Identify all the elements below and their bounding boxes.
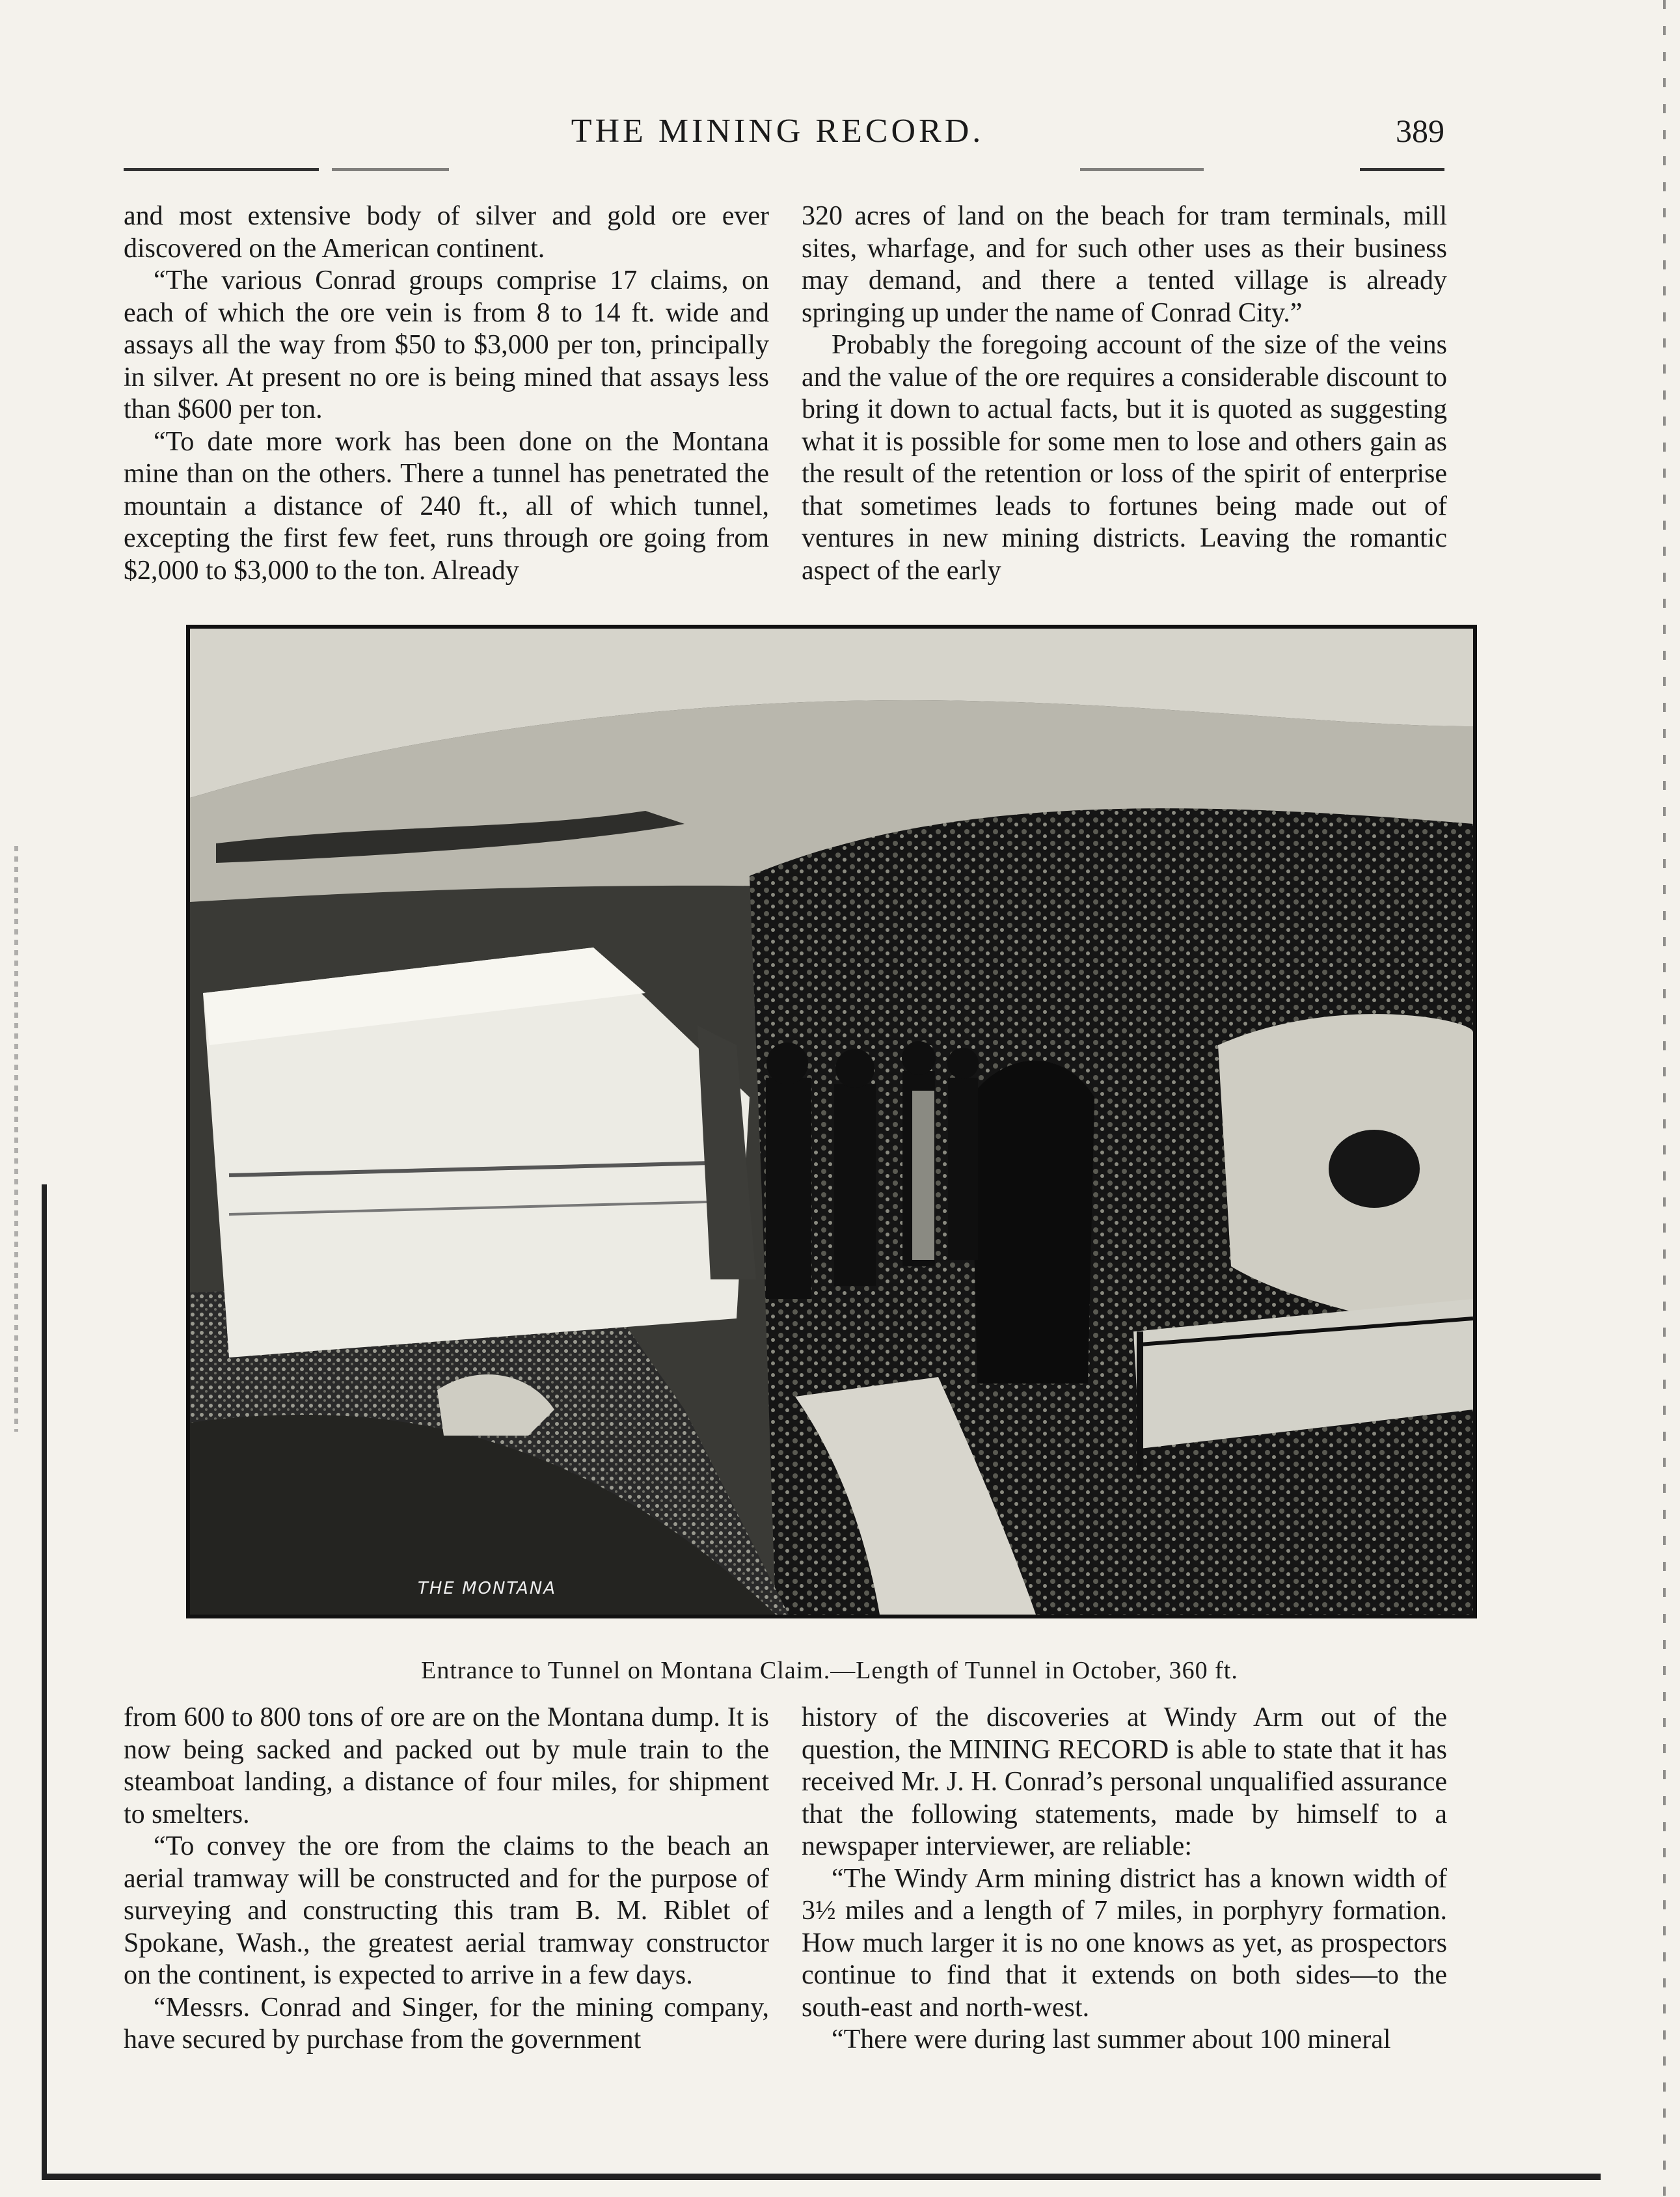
- page-header: [111, 112, 1444, 164]
- column-bottom-left: [124, 1702, 769, 2056]
- header-rule-left-fragment: [332, 168, 449, 171]
- page-border-bottom: [46, 2174, 1601, 2180]
- running-title: THE MINING RECORD.: [571, 113, 984, 150]
- paragraph: 320 acres of land on the beach for tram terminals, mill sites, wharfage, and for such other uses as their business may demand, and there a tented village is already springing up under the name of Conrad City.”: [802, 201, 1447, 328]
- paragraph: and most extensive body of silver and gold ore ever discovered on the American continent.: [124, 201, 769, 264]
- photo-inscription: THE MONTANA: [418, 1579, 556, 1598]
- paragraph: from 600 to 800 tons of ore are on the Montana dump. It is now being sacked and packed out by mule train to the steamboat landing, a distance of four miles, for shipment to smelters.: [124, 1702, 769, 1829]
- column-top-left: [124, 200, 769, 587]
- scan-edge-left: [14, 846, 18, 1432]
- photo-halftone: [190, 629, 1473, 1615]
- tunnel-entrance-photo: [186, 625, 1477, 1618]
- paragraph: “Messrs. Conrad and Singer, for the mining company, have secured by purchase from the government: [124, 1992, 769, 2054]
- paragraph: “The Windy Arm mining district has a known width of 3½ miles and a length of 7 miles, in porphyry formation. How much larger it is no one knows as yet, as prospectors continue to find that it extends on both sides—to the south-east and north-west.: [802, 1863, 1447, 2023]
- column-bottom-right: [802, 1702, 1447, 2056]
- paragraph: “To convey the ore from the claims to the beach an aerial tramway will be constructed and for the purpose of surveying and constructing this tram B. M. Riblet of Spokane, Wash., the greatest aerial tramway constructor on the continent, is expected to arrive in a few days.: [124, 1831, 769, 1990]
- paragraph: “To date more work has been done on the Montana mine than on the others. There a tunnel has penetrated the mountain a distance of 240 ft., all of which tunnel, excepting the first few feet, runs through ore going from $2,000 to $3,000 to the ton. Already: [124, 426, 769, 586]
- paragraph: Probably the foregoing account of the size of the veins and the value of the ore requires a considerable discount to bring it down to actual facts, but it is quoted as suggesting what it is possible for some men to lose and others gain as the result of the retention or loss of the spirit of enterprise that sometimes leads to fortunes being made out of ventures in new mining districts. Leaving the romantic aspect of the early: [802, 330, 1447, 586]
- photo-caption: Entrance to Tunnel on Montana Claim.—Length of Tunnel in October, 360 ft.: [421, 1657, 1238, 1684]
- paragraph: “There were during last summer about 100 mineral: [832, 2025, 1391, 2054]
- page-number: 389: [1396, 113, 1444, 149]
- paragraph: history of the discoveries at Windy Arm out of the question, the MINING RECORD is able to state that it has received Mr. J. H. Conrad’s personal unqualified assurance that the following statements, made by himself to a newspaper interviewer, are reliable:: [802, 1702, 1447, 1861]
- header-rule-right-fragment: [1080, 168, 1204, 171]
- page-border-left: [42, 1184, 47, 2180]
- scan-edge-right: [1663, 0, 1666, 2197]
- header-rule-left: [124, 168, 319, 171]
- column-top-right: [802, 200, 1447, 587]
- header-rule-right: [1360, 168, 1444, 171]
- paragraph: “The various Conrad groups comprise 17 claims, on each of which the ore vein is from 8 to 14 ft. wide and assays all the way from $50 to $3,000 per ton, principally in silver. At present no ore is being mined that assays less than $600 per ton.: [124, 266, 769, 424]
